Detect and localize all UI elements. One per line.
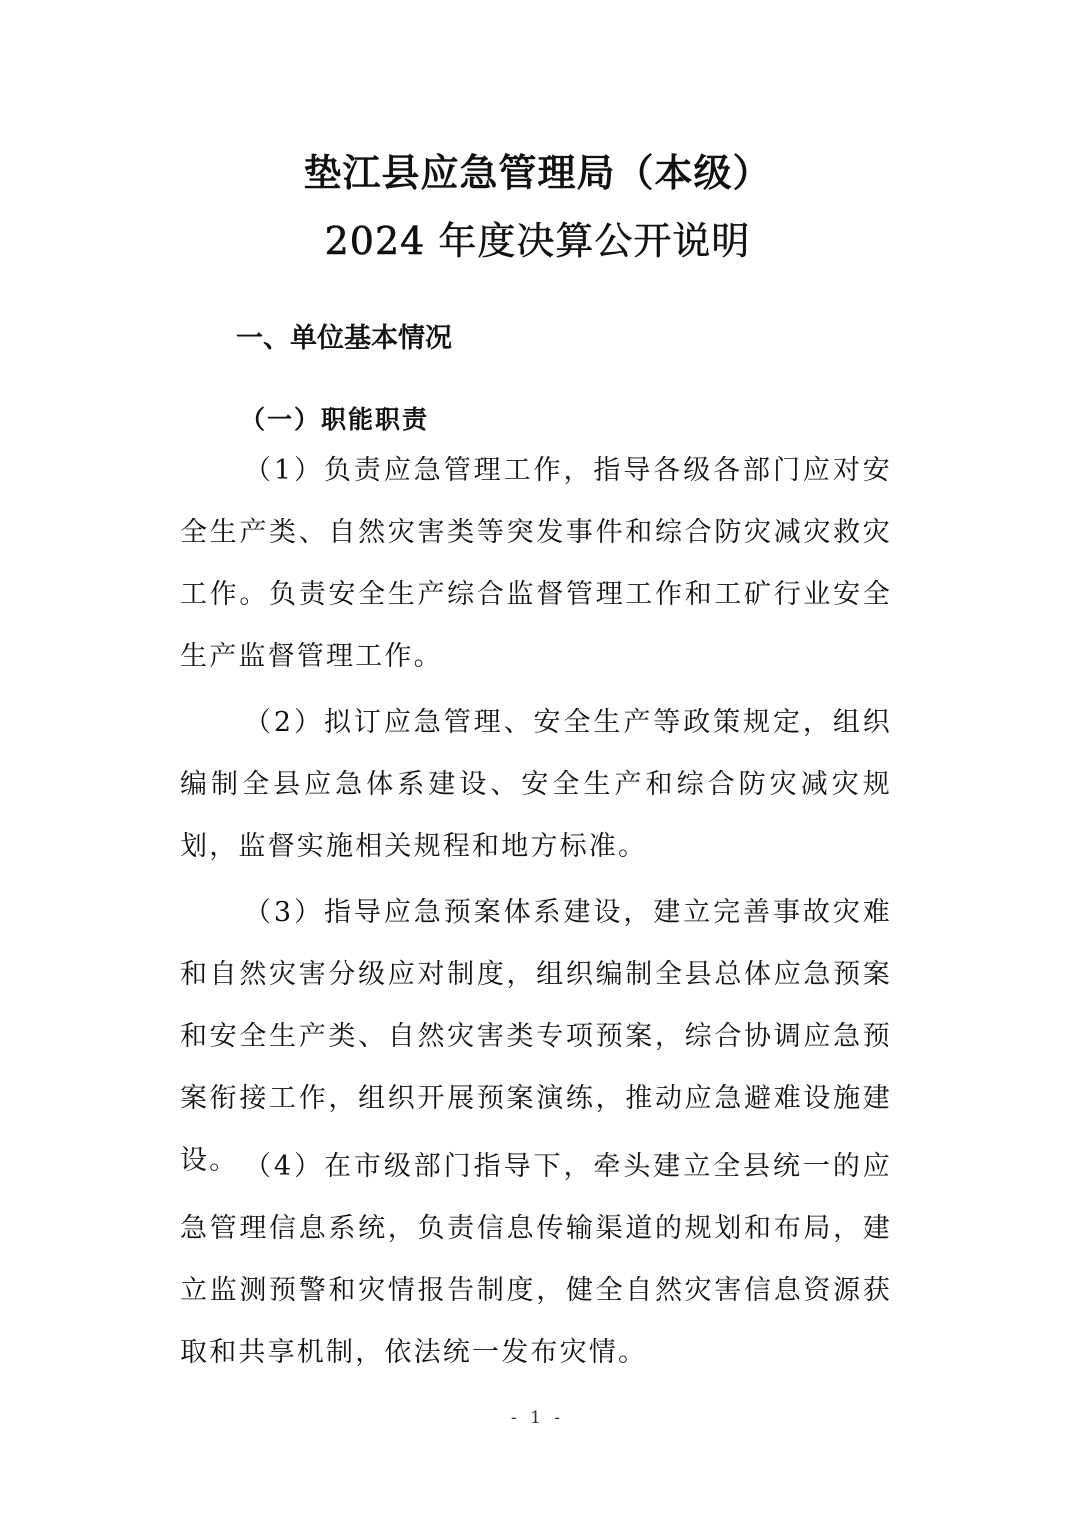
document-title-line-2: 2024 年度决算公开说明 (324, 219, 751, 263)
page-number: - 1 - (510, 1408, 565, 1428)
paragraph-4: （4）在市级部门指导下，牵头建立全县统一的应急管理信息系统，负责信息传输渠道的规划和布局，建立监测预警和灾情报告制度，健全自然灾害信息资源获取和共享机制，依法统一发布灾情。 (180, 1151, 892, 1368)
paragraph-3: （3）指导应急预案体系建设，建立完善事故灾难和自然灾害分级应对制度，组织编制全县总体应急预案和安全生产类、自然灾害类专项预案，综合协调应急预案衔接工作，组织开展预案演练，推动应急避难设施建设。 (180, 897, 892, 1176)
paragraph-2: （2）拟订应急管理、安全生产等政策规定，组织编制全县应急体系建设、安全生产和综合防灾减灾规划，监督实施相关规程和地方标准。 (180, 707, 892, 862)
document-title-line-1: 垫江县应急管理局（本级） (303, 150, 772, 195)
subsection-heading: （一）职能职责 (240, 405, 430, 434)
section-heading: 一、单位基本情况 (236, 323, 452, 354)
paragraph-1: （1）负责应急管理工作，指导各级各部门应对安全生产类、自然灾害类等突发事件和综合防灾减灾救灾工作。负责安全生产综合监督管理工作和工矿行业安全生产监督管理工作。 (180, 455, 892, 672)
